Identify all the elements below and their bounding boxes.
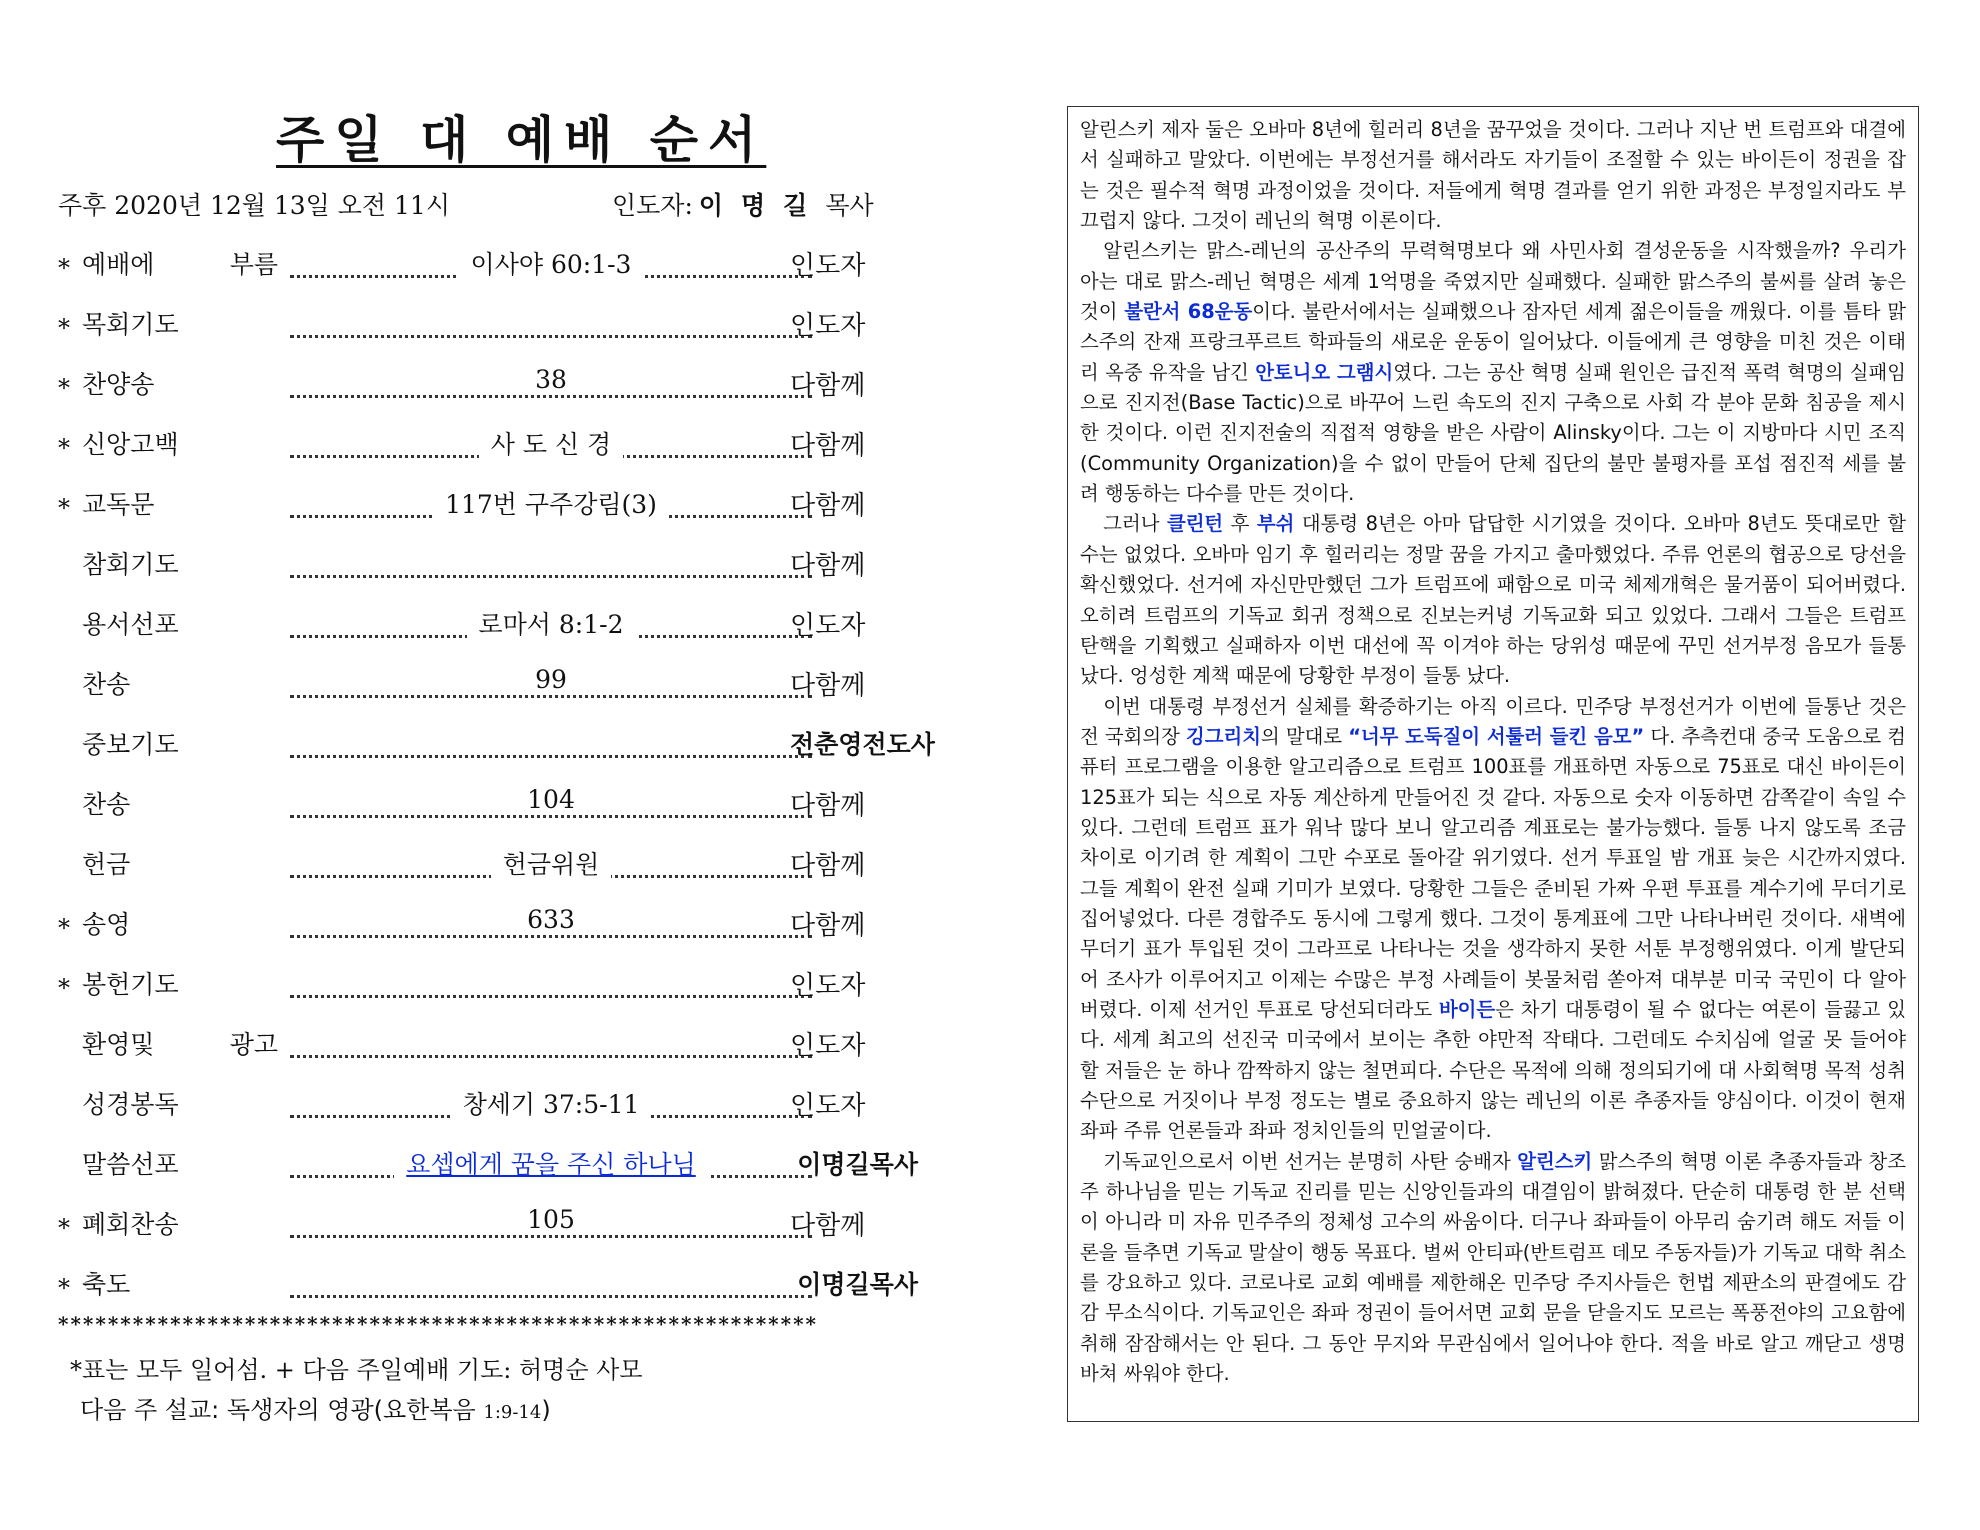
order-item-name: 봉헌기도: [82, 970, 179, 999]
order-row-praise: [58, 356, 918, 416]
order-item-detail: [290, 1145, 812, 1181]
leader-title: 목사: [825, 191, 874, 220]
article-box: [1067, 106, 1919, 1422]
order-item-name: 성경봉독: [82, 1090, 179, 1119]
order-item-responsible: 다함께: [790, 911, 866, 941]
order-item-responsible: 인도자: [790, 311, 866, 341]
order-item-detail: 헌금위원: [290, 845, 812, 881]
next-sermon-reference: 1:9-14: [483, 1402, 542, 1423]
highlight-quote: “너무 도둑질이 서툴러 들킨 음모”: [1348, 724, 1645, 748]
dot-leader: [290, 549, 812, 578]
asterisk-separator: *************************************************************: [58, 1312, 818, 1336]
order-item-responsible: 인도자: [790, 251, 866, 281]
order-item-responsible: 전춘영전도사: [790, 730, 935, 759]
order-item-responsible: 인도자: [790, 1031, 866, 1061]
article-paragraph-4: 이번 대통령 부정선거 실체를 확증하기는 아직 이르다. 민주당 부정선거가 이번에 들통난 것은 전 국회의장 깅그리치의 말대로 “너무 도둑질이 서툴러 들킨 음모” 다. 추측컨대 중국 도움으로 컴퓨터 프로그램을 이용한 알고리즘으로 트럼프 100표를 개표하면 자동으로 75표로 대신 바이든이 125표가 되는 식으로 자동 계산하게 만들어진 것 같다. 자동으로 숫자 이동하면 감쪽같이 속일 수 있다. 그런데 트럼프 표가 워낙 많다 보니 알고리즘 계표로는 불가능했다. 들통 나지 않도록 조금 차이로 이기려 한 계획이 그만 수포로 돌아갈 위기였다. 선거 투표일 밤 개표 늦은 시간까지였다. 그들 계획이 완전 실패 기미가 보였다. 당황한 그들은 준비된 가짜 우편 투표를 계수기에 무더기로 집어넣었다. 다른 경합주도 동시에 그렇게 했다. 그것이 통계표에 그만 나타나버린 것이다. 새벽에 무더기 표가 투입된 것이 그라프로 나타나는 것을 생각하지 못한 서툰 부정행위였다. 이게 발단되어 조사가 이루어지고 이제는 수많은 부정 사례들이 봇물처럼 쏟아져 대부분 미국 국민이 다 알아버렸다. 이제 선거인 투표로 당선되더라도 바이든은 차기 대통령이 될 수 없다는 여론이 들끓고 있다. 세계 최고의 선진국 미국에서 보이는 추한 야만적 작태다. 그런데도 수치심에 얼굴 못 들어야 할 저들은 눈 하나 깜짝하지 않는 철면피다. 수단은 목적에 의해 정의되기에 대 사회혁명 목적 성취 수단으로 거짓이나 부정 정도는 별로 중요하지 않는 레닌의 이론 추종자들 양심이다. 이것이 현재 좌파 주류 언론들과 좌파 정치인들의 민얼굴이다.: [1080, 694, 1906, 1143]
standing-mark: *: [58, 914, 70, 942]
standing-mark: *: [58, 434, 70, 462]
order-item-responsible: 다함께: [790, 551, 866, 581]
highlight-term: 불란서 68운동: [1124, 300, 1253, 324]
highlight-term: 바이든: [1438, 997, 1496, 1021]
service-leader: [612, 186, 874, 222]
highlight-term: 깅그리치: [1186, 724, 1261, 748]
order-row-offering: [58, 836, 918, 896]
order-item-name: 축도: [82, 1270, 131, 1299]
order-item-name: 중보기도: [82, 730, 179, 759]
standing-mark: *: [58, 374, 70, 402]
order-row-intercession: [58, 716, 935, 776]
standing-mark: *: [58, 494, 70, 522]
order-row-closing-hymn: [58, 1196, 918, 1256]
service-datetime: 주후 2020년 12월 13일 오전 11시: [58, 191, 450, 220]
order-item-detail: 사 도 신 경: [290, 425, 812, 461]
order-item-responsible: 인도자: [790, 971, 866, 1001]
order-item-detail: 이사야 60:1-3: [290, 245, 812, 281]
highlight-term: 부쉬: [1256, 512, 1295, 536]
order-row-offertory-prayer: [58, 956, 918, 1016]
order-row-absolution: [58, 596, 918, 656]
order-row-scripture-reading: [58, 1076, 918, 1136]
order-item-name: 신앙고백: [82, 430, 179, 459]
order-item-detail: 104: [290, 785, 812, 814]
dot-leader: [290, 1269, 812, 1298]
order-item-responsible: 다함께: [790, 431, 866, 461]
order-item-name: 송영: [82, 910, 131, 939]
standing-mark: *: [58, 1214, 70, 1242]
order-item-name: 찬송: [82, 790, 131, 819]
order-item-detail: 로마서 8:1-2: [290, 605, 812, 641]
standing-note: *표는 모두 일어섬. + 다음 주일예배 기도: 허명순 사모: [70, 1356, 643, 1384]
order-item-name: 환영및 광고: [82, 1030, 278, 1059]
order-item-name: 목회기도: [82, 310, 179, 339]
next-sermon-close: ): [541, 1396, 551, 1424]
page-title: 주일 대 예배 순서: [276, 111, 767, 169]
order-item-name: 폐회찬송: [82, 1210, 179, 1239]
order-row-announcements: [58, 1016, 918, 1076]
order-row-hymn-104: [58, 776, 918, 836]
order-row-sermon: [58, 1136, 918, 1196]
article-paragraph-3: 그러나 클린턴 후 부쉬 대통령 8년은 아마 답답한 시기였을 것이다. 오바마 8년도 뜻대로만 할 수는 없었다. 오바마 임기 후 힐러리는 정말 꿈을 가지고 출마했었다. 주류 언론의 협공으로 당선을 확신했었다. 선거에 자신만만했던 그가 트럼프에 패함으로 미국 체제개혁은 물거품이 되어버렸다. 오히려 트럼프의 기독교 회귀 정책으로 진보는커녕 기독교화 되고 있었다. 그래서 그들은 트럼프 탄핵을 기획했고 실패하자 이번 대선에 꼭 이겨야 하는 당위성 때문에 꾸민 선거부정 음모가 들통 났다. 엉성한 계책 때문에 당황한 부정이 들통 났다.: [1080, 512, 1907, 688]
order-item-detail: 633: [290, 905, 812, 934]
order-row-call-to-worship: [58, 236, 918, 296]
order-row-benediction: [58, 1256, 918, 1316]
leader-name: 이명길: [698, 191, 826, 220]
order-item-detail: 38: [290, 365, 812, 394]
standing-mark: *: [58, 314, 70, 342]
standing-mark: *: [58, 254, 70, 282]
next-sermon-note: [80, 1390, 551, 1425]
order-row-confession: [58, 536, 918, 596]
dot-leader: [290, 969, 812, 998]
order-item-responsible: 이명길목사: [797, 1270, 918, 1299]
order-item-responsible: 다함께: [790, 1211, 866, 1241]
order-item-name: 참회기도: [82, 550, 179, 579]
worship-order-list: [58, 236, 935, 1316]
order-item-name: 찬양송: [82, 370, 155, 399]
order-row-responsive-reading: [58, 476, 918, 536]
order-item-name: 용서선포: [82, 610, 179, 639]
order-row-creed: [58, 416, 918, 476]
order-item-detail: 창세기 37:5-11: [290, 1085, 812, 1121]
order-item-responsible: 다함께: [790, 791, 866, 821]
dot-leader: [290, 729, 812, 758]
order-row-hymn-99: [58, 656, 918, 716]
article-paragraph-2: 알린스키는 맑스-레닌의 공산주의 무력혁명보다 왜 사민사회 결성운동을 시작했을까? 우리가 아는 대로 맑스-레닌 혁명은 세계 1억명을 죽였지만 실패했다. 실패한 맑스주의 불씨를 살려 놓은 것이 불란서 68운동이다. 불란서에서는 실패했으나 잠자던 세계 젊은이들을 깨웠다. 이를 틈타 맑스주의 잔재 프랑크푸르트 학파들의 새로운 운동이 일어났다. 이들에게 큰 영향을 미친 것은 이태리 옥중 유작을 남긴 안토니오 그램시였다. 그는 공산 혁명 실패 원인은 급진적 폭력 혁명의 실패임으로 진지전(Base Tactic)으로 바꾸어 느린 속도의 진지 구축으로 사회 각 분야 문화 침공을 제시한 것이다. 이런 진지전술의 직접적 영향을 받은 사람이 Alinsky이다. 그는 이 지방마다 시민 조직(Community Organization)을 수 없이 만들어 단체 집단의 불만 불평자를 포섭 점진적 세를 불려 행동하는 다수를 만든 것이다.: [1080, 239, 1906, 506]
order-item-name: 헌금: [82, 850, 131, 879]
order-item-responsible: 다함께: [790, 671, 866, 701]
highlight-term: 안토니오 그램시: [1255, 360, 1394, 384]
order-item-name: 교독문: [82, 490, 155, 519]
article-paragraph-5: 기독교인으로서 이번 선거는 분명히 사탄 숭배자 알린스키 맑스주의 혁명 이론 추종자들과 창조주 하나님을 믿는 기독교 진리를 믿는 신앙인들과의 대결임이 밝혀졌다. 단순히 대통령 한 분 선택이 아니라 미 자유 민주주의 정체성 고수의 싸움이다. 더구나 좌파들이 아무리 숨기려 해도 저들 이론을 들추면 기독교 말살이 행동 목표다. 벌써 안티파(반트럼프 데모 주동자들)가 기독교 대학 취소를 강요하고 있다. 코로나로 교회 예배를 제한해온 민주당 주지사들은 헌법 제판소의 판결에도 감감 무소식이다. 기독교인은 좌파 정권이 들어서면 교회 문을 닫을지도 모르는 폭풍전야의 고요함에 취해 잠잠해서는 안 된다. 그 동안 무지와 무관심에서 일어나야 한다. 적을 바로 알고 깨닫고 생명 바쳐 싸워야 한다.: [1080, 1149, 1907, 1386]
order-item-detail: 117번 구주강림(3): [290, 485, 812, 521]
order-row-pastoral-prayer: [58, 296, 918, 356]
order-item-responsible: 인도자: [790, 611, 866, 641]
leader-label: 인도자:: [612, 191, 693, 220]
highlight-term: 알린스키: [1517, 1149, 1593, 1173]
standing-mark: *: [58, 1274, 70, 1302]
dot-leader: [290, 1029, 812, 1058]
dot-leader: [290, 309, 812, 338]
order-item-name: 말씀선포: [82, 1150, 179, 1179]
order-item-responsible: 인도자: [790, 1091, 866, 1121]
order-item-responsible: 다함께: [790, 851, 866, 881]
order-item-name: 찬송: [82, 670, 131, 699]
order-item-detail: 99: [290, 665, 812, 694]
next-sermon-label: 다음 주 설교: 독생자의 영광(요한복음: [80, 1396, 476, 1424]
order-item-responsible: 다함께: [790, 491, 866, 521]
sermon-title-link[interactable]: 요셉에게 꿈을 주신 하나님: [394, 1150, 708, 1179]
order-item-detail: 105: [290, 1205, 812, 1234]
article-paragraph-1: 알린스키 제자 둘은 오바마 8년에 힐러리 8년을 꿈꾸었을 것이다. 그러나 지난 번 트럼프와 대결에서 실패하고 말았다. 이번에는 부정선거를 해서라도 자기들이 조절할 수 있는 바이든이 정권을 잡는 것은 필수적 혁명 과정이었을 것이다. 저들에게 혁명 결과를 얻기 위한 과정은 부정일지라도 부끄럽지 않다. 그것이 레닌의 혁명 이론이다.: [1080, 118, 1906, 233]
order-item-responsible: 다함께: [790, 371, 866, 401]
order-item-name: 예배에 부름: [82, 250, 278, 279]
standing-mark: *: [58, 974, 70, 1002]
order-item-responsible: 이명길목사: [797, 1150, 918, 1179]
order-row-doxology: [58, 896, 918, 956]
highlight-term: 클린턴: [1166, 512, 1224, 536]
